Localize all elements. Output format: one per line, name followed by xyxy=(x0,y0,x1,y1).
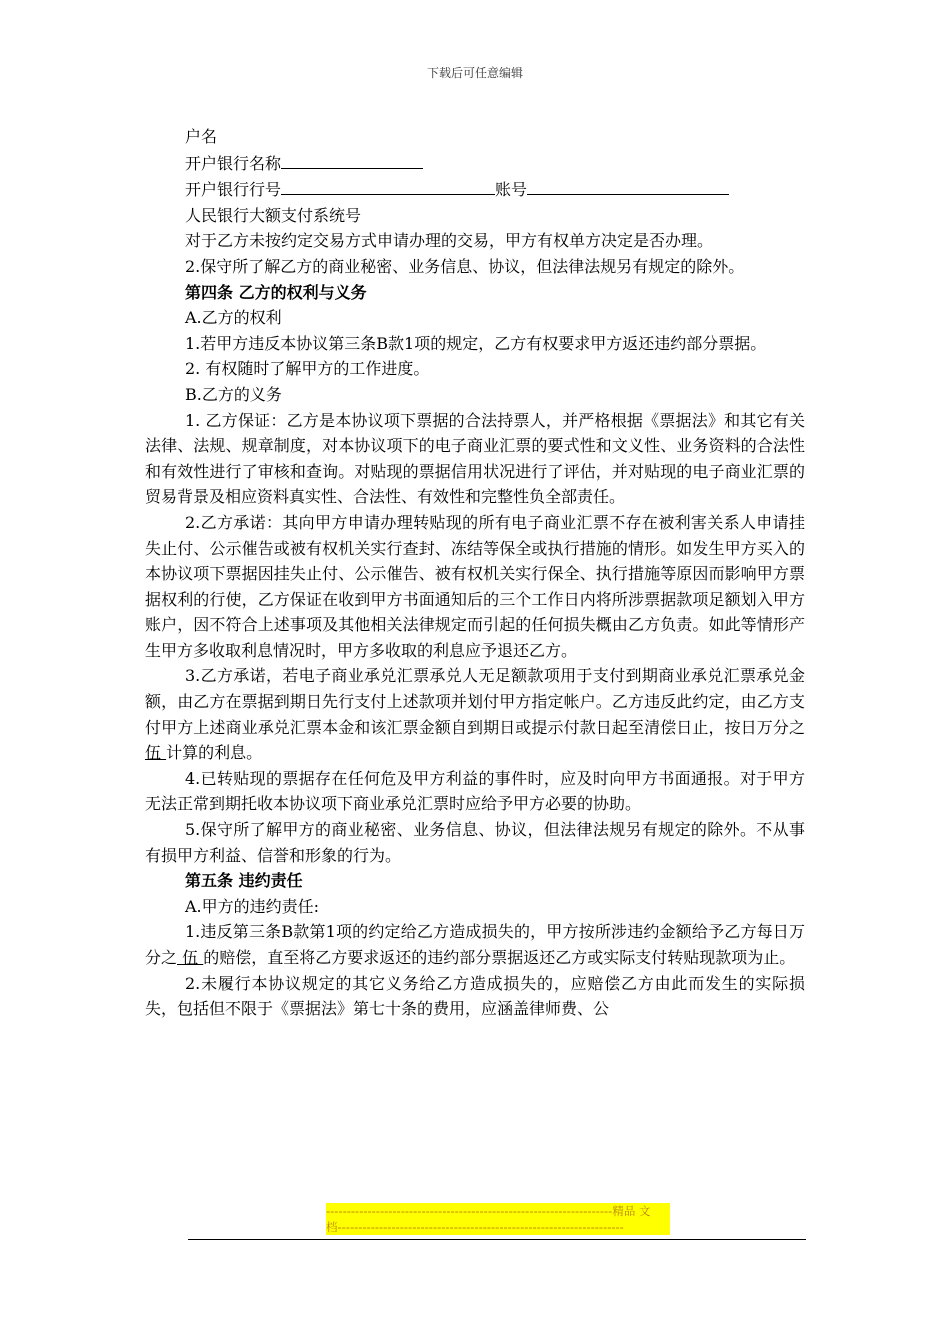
page-header: 下载后可任意编辑 xyxy=(426,66,523,80)
footer-line-1: ---------------------------------------------------------------------精品 文 xyxy=(326,1204,651,1218)
bank-code-label: 开户银行行号 xyxy=(185,180,282,200)
paragraph: 对于乙方未按约定交易方式申请办理的交易，甲方有权单方决定是否办理。 xyxy=(185,231,714,251)
paragraph: 2.未履行本协议规定的其它义务给乙方造成损失的，应赔偿乙方由此而发生的实际损失，包括但不限于《票据法》第七十条的费用，应涵盖律师费、公 xyxy=(145,973,805,1019)
paragraph xyxy=(145,663,805,765)
paragraph: 1. 乙方保证：乙方是本协议项下票据的合法持票人，并严格根据《票据法》和其它有关法律、法规、规章制度，对本协议项下的电子商业汇票的要式性和文义性、业务资料的合法性和有效性进行了审核和查询。对贴现的票据信用状况进行了评估，并对贴现的电子商业汇票的贸易背景及相应资料真实性、合法性、有效性和完整性负全部责任。 xyxy=(145,410,805,507)
account-no-blank xyxy=(527,176,729,195)
rate-value: 伍 xyxy=(145,743,167,763)
paragraph-text: 3.乙方承诺，若电子商业承兑汇票承兑人无足额款项用于支付到期商业承兑汇票承兑金额，由乙方在票据到期日先行支付上述款项并划付甲方指定帐户。乙方违反此约定，由乙方支付甲方上述商业承兑汇票本金和该汇票金额自到期日或提示付款日起至清偿日止，按日万分之 xyxy=(145,666,805,737)
section-heading-5: 第五条 违约责任 xyxy=(185,871,303,891)
footer-line-2: 档--------------------------------------------------------------------- xyxy=(326,1220,624,1234)
paragraph-text: 1.违反第三条B款第1项的约定给乙方造成损失的，甲方按所涉违约金额给予乙方每日万分之 xyxy=(145,922,805,967)
subsection-heading: A.甲方的违约责任: xyxy=(185,896,320,916)
subsection-heading: B.乙方的义务 xyxy=(185,384,282,404)
paragraph: 1.若甲方违反本协议第三条B款1项的规定，乙方有权要求甲方返还违约部分票据。 xyxy=(185,333,767,353)
footer-banner xyxy=(326,1203,670,1235)
paragraph: 4.已转贴现的票据存在任何危及甲方利益的事件时，应及时向甲方书面通报。对于甲方无法正常到期托收本协议项下商业承兑汇票时应给予甲方必要的协助。 xyxy=(145,768,805,814)
bank-name-label: 开户银行名称 xyxy=(185,153,282,173)
document-body xyxy=(145,124,805,1022)
paragraph xyxy=(145,919,805,970)
paragraph-text: 计算的利息。 xyxy=(166,743,263,763)
account-name-label: 户名 xyxy=(185,127,218,146)
rate-value: 伍 xyxy=(177,948,204,967)
bank-name-line xyxy=(145,150,805,177)
bank-code-line xyxy=(145,176,805,203)
bank-code-blank xyxy=(281,176,495,195)
account-no-label: 账号 xyxy=(495,180,528,200)
pboc-code-label: 人民银行大额支付系统号 xyxy=(185,205,362,225)
bank-account-name-line xyxy=(145,124,805,150)
paragraph: 2. 有权随时了解甲方的工作进度。 xyxy=(185,359,430,379)
paragraph: 5.保守所了解甲方的商业秘密、业务信息、协议，但法律法规另有规定的除外。不从事有损甲方利益、信誉和形象的行为。 xyxy=(145,820,805,865)
section-heading-4: 第四条 乙方的权利与义务 xyxy=(185,282,367,302)
bank-name-blank xyxy=(281,150,423,169)
paragraph: 2.保守所了解乙方的商业秘密、业务信息、协议，但法律法规另有规定的除外。 xyxy=(185,256,745,276)
footer-divider xyxy=(188,1239,806,1240)
paragraph: 2.乙方承诺：其向甲方申请办理转贴现的所有电子商业汇票不存在被利害关系人申请挂失止付、公示催告或被有权机关实行查封、冻结等保全或执行措施的情形。如发生甲方买入的本协议项下票据因挂失止付、公示催告、被有权机关实行保全、执行措施等原因而影响甲方票据权利的行使，乙方保证在收到甲方书面通知后的三个工作日内将所涉票据款项足额划入甲方账户，因不符合上述事项及其他相关法律规定而引起的任何损失概由乙方负责。如此等情形产生甲方多收取利息情况时，甲方多收取的利息应予退还乙方。 xyxy=(145,512,805,660)
paragraph-text: 的赔偿，直至将乙方要求返还的违约部分票据返还乙方或实际支付转贴现款项为止。 xyxy=(203,948,796,967)
subsection-heading: A.乙方的权利 xyxy=(185,308,282,328)
pboc-code-line xyxy=(145,203,805,229)
